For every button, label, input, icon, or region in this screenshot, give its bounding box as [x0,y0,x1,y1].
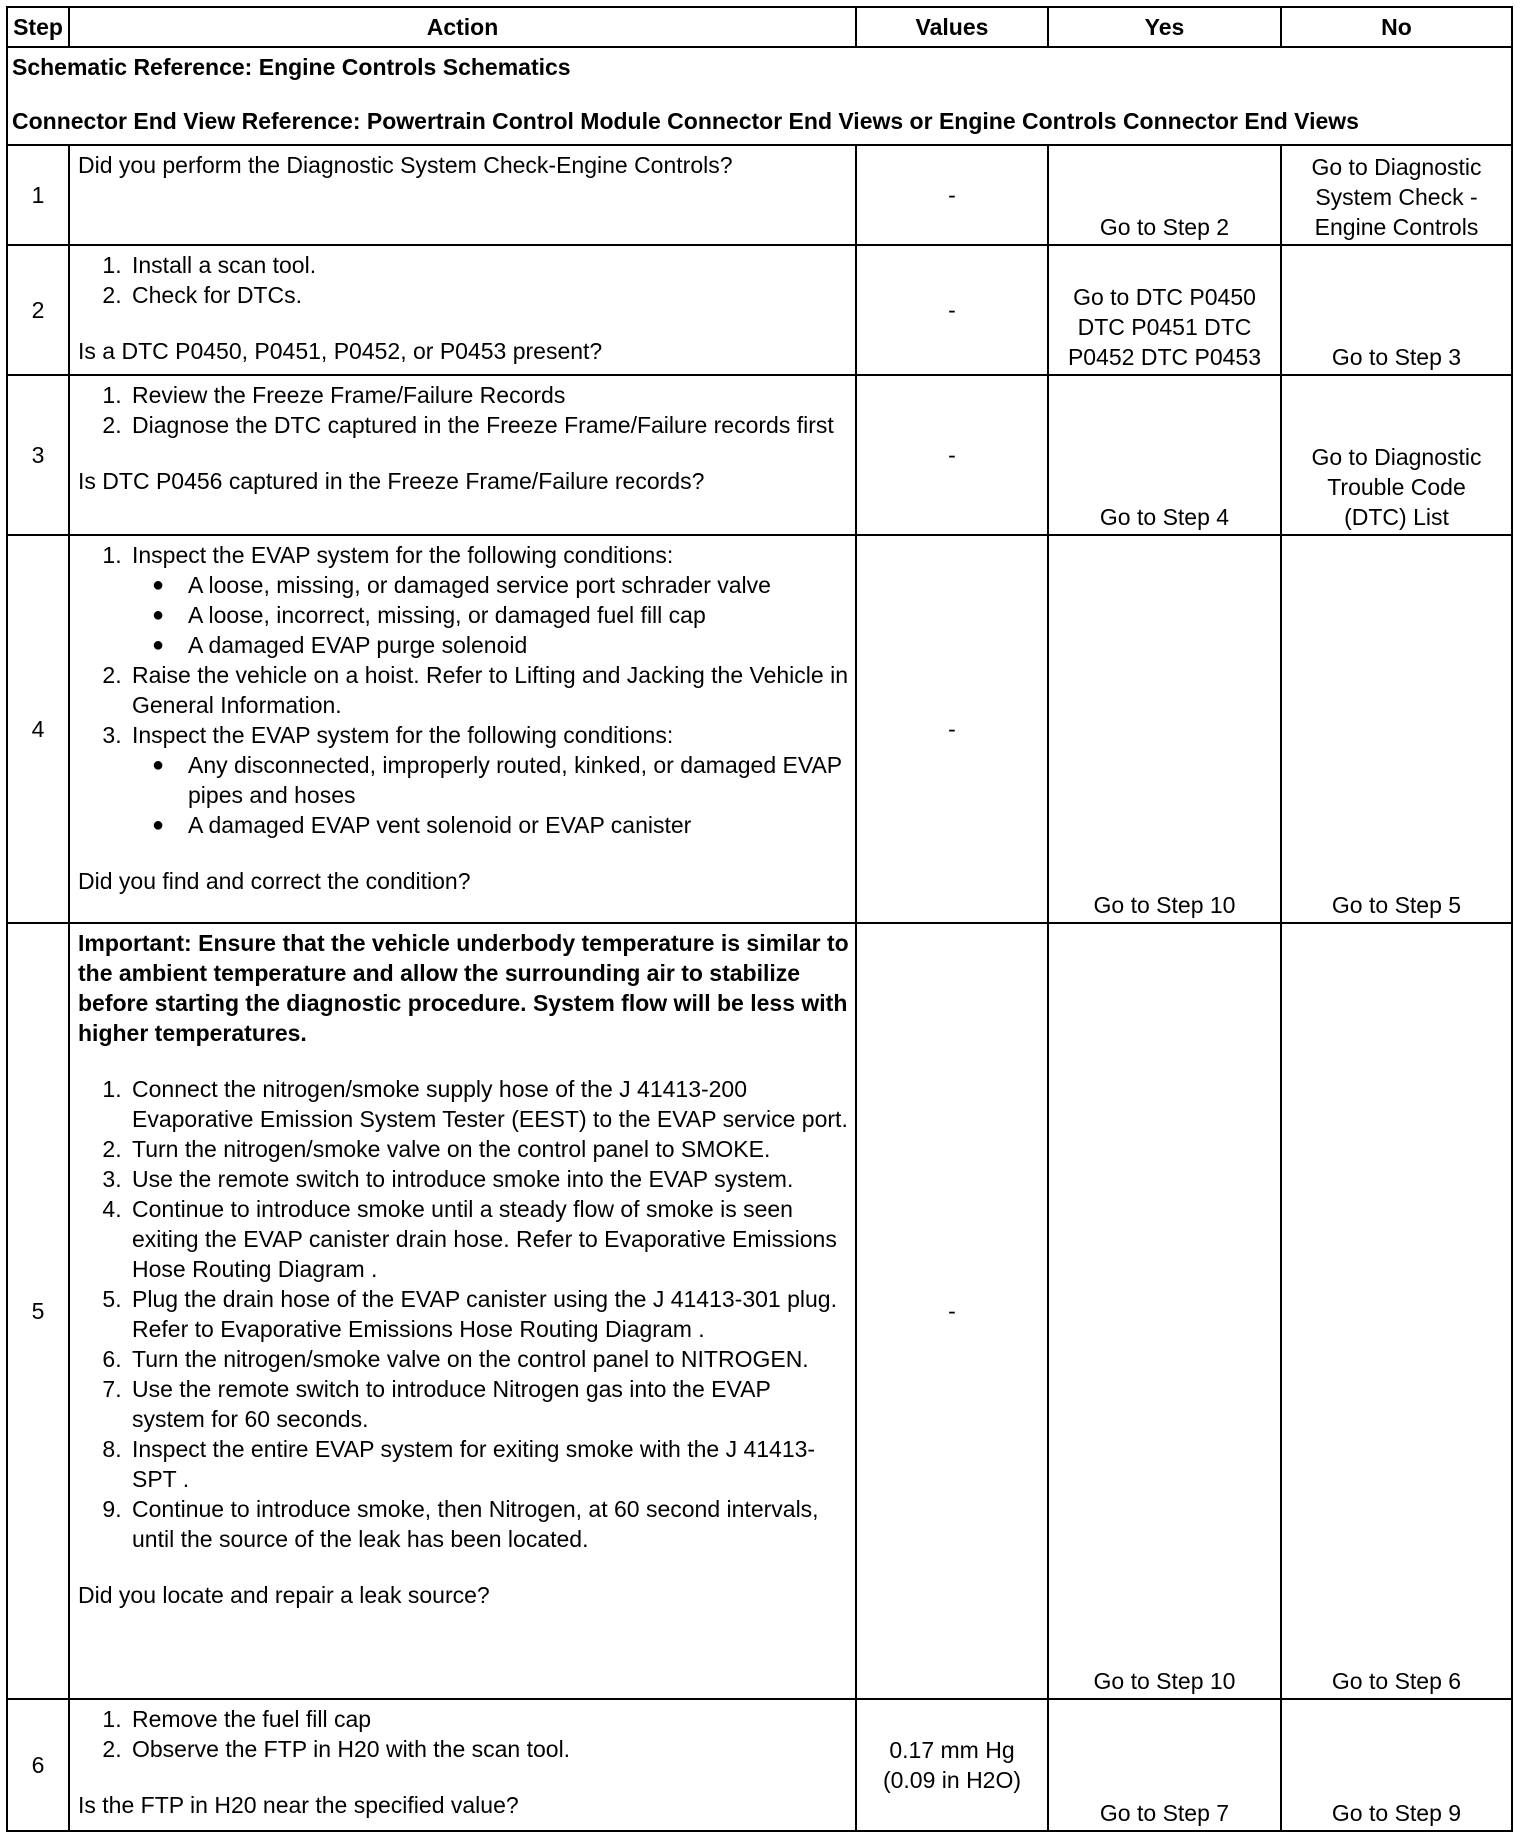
no-text: Go to Step 5 [1331,892,1462,918]
no-text: Go to Step 6 [1331,1668,1462,1694]
question-text: Is DTC P0456 captured in the Freeze Frame/Failure records? [78,468,705,494]
list-item: 9. Continue to introduce smoke, then Nitrogen, at 60 second intervals, until the source of the leak has been located. [128,1494,849,1554]
important-note: Important: Ensure that the vehicle underbody temperature is similar to the ambient temperature and allow the surrounding air to stabilize before starting the diagnostic procedure. System flow will be less with higher temperatures. [78,930,849,1046]
procedure-list [78,250,849,310]
action-cell [69,1699,856,1831]
no-cell [1281,375,1512,535]
no-text: Go to Diagnostic Trouble Code (DTC) List [1311,444,1482,530]
yes-cell [1048,375,1281,535]
no-text: Go to Diagnostic System Check - Engine Controls [1311,154,1482,240]
action-cell [69,375,856,535]
no-cell [1281,923,1512,1699]
question-text: Did you perform the Diagnostic System Check-Engine Controls? [78,152,733,178]
list-item: 1. Install a scan tool. [128,250,849,280]
action-cell [69,535,856,923]
action-cell [69,245,856,375]
table-row [7,375,1512,535]
header-yes: Yes [1048,7,1281,47]
values-cell: - [856,375,1048,535]
list-item: 1. Review the Freeze Frame/Failure Records [128,380,849,410]
yes-cell [1048,923,1281,1699]
list-item-text: Inspect the EVAP system for the following conditions: [132,542,674,568]
values-cell: - [856,923,1048,1699]
diagnostic-table [6,6,1513,1832]
step-number: 1 [7,145,69,245]
list-item [128,540,849,660]
table-row [7,535,1512,923]
header-row [7,7,1512,47]
values-cell: - [856,245,1048,375]
bullet-item: ● A loose, missing, or damaged service port schrader valve [184,570,849,600]
list-item: 4. Continue to introduce smoke until a steady flow of smoke is seen exiting the EVAP canister drain hose. Refer to Evaporative Emissions Hose Routing Diagram . [128,1194,849,1284]
yes-text: Go to Step 10 [1093,1668,1236,1694]
yes-text: Go to Step 10 [1093,892,1236,918]
header-step: Step [7,7,69,47]
bullet-item: ● Any disconnected, improperly routed, kinked, or damaged EVAP pipes and hoses [184,750,849,810]
table-row [7,145,1512,245]
list-item: 2. Check for DTCs. [128,280,849,310]
spec-value: 0.17 mm Hg (0.09 in H2O) [882,1737,1022,1793]
question-text: Is a DTC P0450, P0451, P0452, or P0453 present? [78,338,603,364]
yes-text: Go to DTC P0450 DTC P0451 DTC P0452 DTC P0453 [1067,284,1262,370]
values-cell: - [856,535,1048,923]
procedure-list [78,380,849,440]
question-text: Is the FTP in H20 near the specified value? [78,1792,519,1818]
yes-cell [1048,1699,1281,1831]
no-text: Go to Step 9 [1331,1800,1462,1826]
connector-reference: Connector End View Reference: Powertrain Control Module Connector End Views or Engine Controls Connector End Views [12,108,1359,134]
list-item: 3. Use the remote switch to introduce smoke into the EVAP system. [128,1164,849,1194]
list-item: 5. Plug the drain hose of the EVAP canister using the J 41413-301 plug. Refer to Evaporative Emissions Hose Routing Diagram . [128,1284,849,1344]
no-text: Go to Step 3 [1331,344,1462,370]
list-item: 2. Observe the FTP in H20 with the scan tool. [128,1734,849,1764]
values-cell [856,1699,1048,1831]
table-row [7,1699,1512,1831]
procedure-list [78,540,849,840]
yes-cell [1048,245,1281,375]
step-number: 2 [7,245,69,375]
header-no: No [1281,7,1512,47]
action-cell [69,145,856,245]
yes-text: Go to Step 4 [1099,504,1230,530]
header-action: Action [69,7,856,47]
bullet-item: ● A damaged EVAP purge solenoid [184,630,849,660]
bullet-item: ● A damaged EVAP vent solenoid or EVAP canister [184,810,849,840]
no-cell [1281,145,1512,245]
step-number: 5 [7,923,69,1699]
list-item: 2. Turn the nitrogen/smoke valve on the control panel to SMOKE. [128,1134,849,1164]
procedure-list [78,1704,849,1764]
header-values: Values [856,7,1048,47]
yes-cell [1048,145,1281,245]
reference-row [7,47,1512,145]
bullet-item: ● A loose, incorrect, missing, or damaged fuel fill cap [184,600,849,630]
no-cell [1281,535,1512,923]
list-item-text: Inspect the EVAP system for the following conditions: [132,722,674,748]
list-item: 8. Inspect the entire EVAP system for exiting smoke with the J 41413-SPT . [128,1434,849,1494]
yes-text: Go to Step 7 [1099,1800,1230,1826]
list-item: 6. Turn the nitrogen/smoke valve on the control panel to NITROGEN. [128,1344,849,1374]
table-row [7,923,1512,1699]
yes-cell [1048,535,1281,923]
list-item: 1. Remove the fuel fill cap [128,1704,849,1734]
list-item: 2. Diagnose the DTC captured in the Freeze Frame/Failure records first [128,410,849,440]
question-text: Did you locate and repair a leak source? [78,1582,490,1608]
action-cell [69,923,856,1699]
list-item: 2. Raise the vehicle on a hoist. Refer to Lifting and Jacking the Vehicle in General Information. [128,660,849,720]
table-row [7,245,1512,375]
list-item: 1. Connect the nitrogen/smoke supply hose of the J 41413-200 Evaporative Emission System Tester (EEST) to the EVAP service port. [128,1074,849,1134]
step-number: 4 [7,535,69,923]
question-text: Did you find and correct the condition? [78,868,471,894]
list-item: 7. Use the remote switch to introduce Nitrogen gas into the EVAP system for 60 seconds. [128,1374,849,1434]
schematic-reference: Schematic Reference: Engine Controls Schematics [12,54,571,80]
step-number: 6 [7,1699,69,1831]
bullet-list [132,570,849,660]
step-number: 3 [7,375,69,535]
bullet-list [132,750,849,840]
reference-cell [7,47,1512,145]
list-item [128,720,849,840]
yes-text: Go to Step 2 [1099,214,1230,240]
no-cell [1281,245,1512,375]
values-cell: - [856,145,1048,245]
procedure-list [78,1074,849,1554]
no-cell [1281,1699,1512,1831]
